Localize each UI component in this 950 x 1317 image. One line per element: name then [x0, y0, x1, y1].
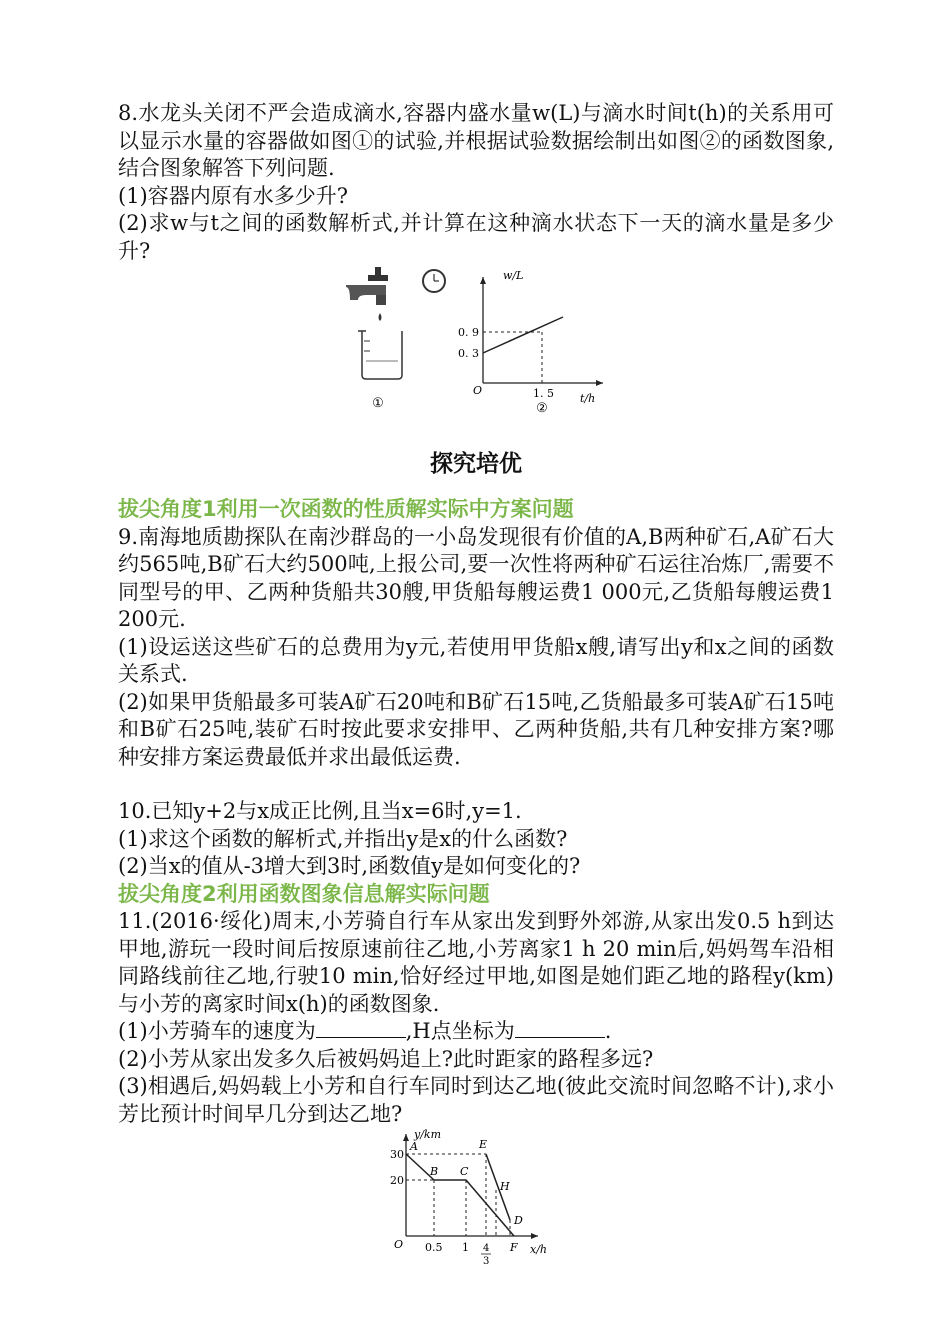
q11-graph [118, 1128, 834, 1288]
q8-part2: (2)求w与t之间的函数解析式,并计算在这种滴水状态下一天的滴水量是多少升? [118, 211, 834, 263]
q11-figure [118, 1128, 834, 1288]
faucet-icon [346, 267, 388, 321]
point-f: F [510, 1241, 518, 1254]
point-b: B [430, 1165, 439, 1178]
q11-origin: O [394, 1238, 404, 1251]
angle2-title: 拔尖角度2利用函数图象信息解实际问题 [118, 881, 490, 906]
q11-xtick-frac-num: 4 [483, 1243, 490, 1254]
q11-stem: 11.(2016·绥化)周末,小芳骑自行车从家出发到野外郊游,从家出发0.5 h到达甲地,游玩一段时间后按原速前往乙地,小芳离家1 h 20 min后,妈妈驾车沿相同路线前往乙地,行驶10 min,恰好经过甲地,如图是她们距乙地的路程y(km)与小芳的离家时间x(h)的函数图象. [118, 909, 834, 1016]
q11-part1 [118, 1018, 834, 1046]
q10-part2: (2)当x的值从-3增大到3时,函数值y是如何变化的? [118, 854, 581, 878]
q8-origin: O [473, 384, 483, 397]
q8-ytick-03: 0. 3 [458, 347, 479, 360]
clock-icon [423, 270, 445, 292]
section-title: 探究培优 [430, 451, 522, 477]
q9-stem: 9.南海地质勘探队在南沙群岛的一小岛发现很有价值的A,B两种矿石,A矿石大约565吨,B矿石大约500吨,上报公司,要一次性将两种矿石运往冶炼厂,需要不同型号的甲、乙两种货船共30艘,甲货船每艘运费1 000元,乙货船每艘运费1 200元. [118, 524, 834, 631]
q9-part2: (2)如果甲货船最多可装A矿石20吨和B矿石15吨,乙货船最多可装A矿石15吨和B矿石25吨,装矿石时按此要求安排甲、乙两种货船,共有几种安排方案?哪种安排方案运费最低并求出最低运费. [118, 689, 834, 769]
fig2-label: ② [536, 401, 548, 415]
q10-part1: (1)求这个函数的解析式,并指出y是x的什么函数? [118, 826, 568, 851]
q8-ylabel: w/L [503, 269, 524, 282]
q8-part1: (1)容器内原有水多少升? [118, 183, 349, 208]
q8-ytick-09: 0. 9 [458, 326, 479, 339]
point-d: D [514, 1214, 523, 1227]
q8-xtick-15: 1. 5 [533, 387, 554, 400]
q11-ytick-20: 20 [390, 1174, 404, 1187]
fig1-label: ① [372, 396, 384, 411]
q8-stem: 8.水龙头关闭不严会造成滴水,容器内盛水量w(L)与滴水时间t(h)的关系用可以显示水量的容器做如图①的试验,并根据试验数据绘制出如图②的函数图象,结合图象解答下列问题. [118, 101, 834, 180]
beaker-icon [358, 331, 402, 379]
q11-part1-c: . [604, 1019, 612, 1043]
q11-part3: (3)相遇后,妈妈载上小芳和自行车同时到达乙地(彼此交流时间忽略不计),求小芳比预计时间早几分到达乙地? [118, 1074, 834, 1126]
point-e: E [479, 1138, 488, 1151]
q11-xtick-frac-den: 3 [483, 1256, 490, 1267]
q8-figures [118, 265, 834, 415]
q8-figures-svg [118, 265, 834, 415]
q9-part1: (1)设运送这些矿石的总费用为y元,若使用甲货船x艘,请写出y和x之间的函数关系式. [118, 634, 834, 686]
q8-line [483, 317, 563, 353]
point-c: C [460, 1165, 469, 1178]
q11-part2: (2)小芳从家出发多久后被妈妈追上?此时距家的路程多远? [118, 1046, 654, 1071]
q11-xtick-05: 0.5 [425, 1241, 443, 1254]
q10-stem: 10.已知y+2与x成正比例,且当x=6时,y=1. [118, 799, 522, 823]
q11-xtick-1: 1 [462, 1241, 469, 1254]
point-a: A [410, 1140, 418, 1153]
q11-ylabel: y/km [414, 1128, 442, 1141]
answer-blank-speed[interactable] [316, 1019, 406, 1038]
q8-graph [458, 269, 603, 415]
angle1-title: 拔尖角度1利用一次函数的性质解实际中方案问题 [118, 497, 574, 521]
q11-ytick-30: 30 [390, 1148, 404, 1161]
worksheet [118, 100, 834, 1288]
point-h: H [500, 1180, 510, 1193]
q8-xlabel: t/h [580, 392, 596, 405]
q11-part1-b: ,H点坐标为 [405, 1019, 515, 1043]
q11-part1-a: (1)小芳骑车的速度为 [118, 1019, 316, 1043]
q11-xlabel: x/h [530, 1243, 547, 1256]
answer-blank-h[interactable] [515, 1019, 605, 1038]
